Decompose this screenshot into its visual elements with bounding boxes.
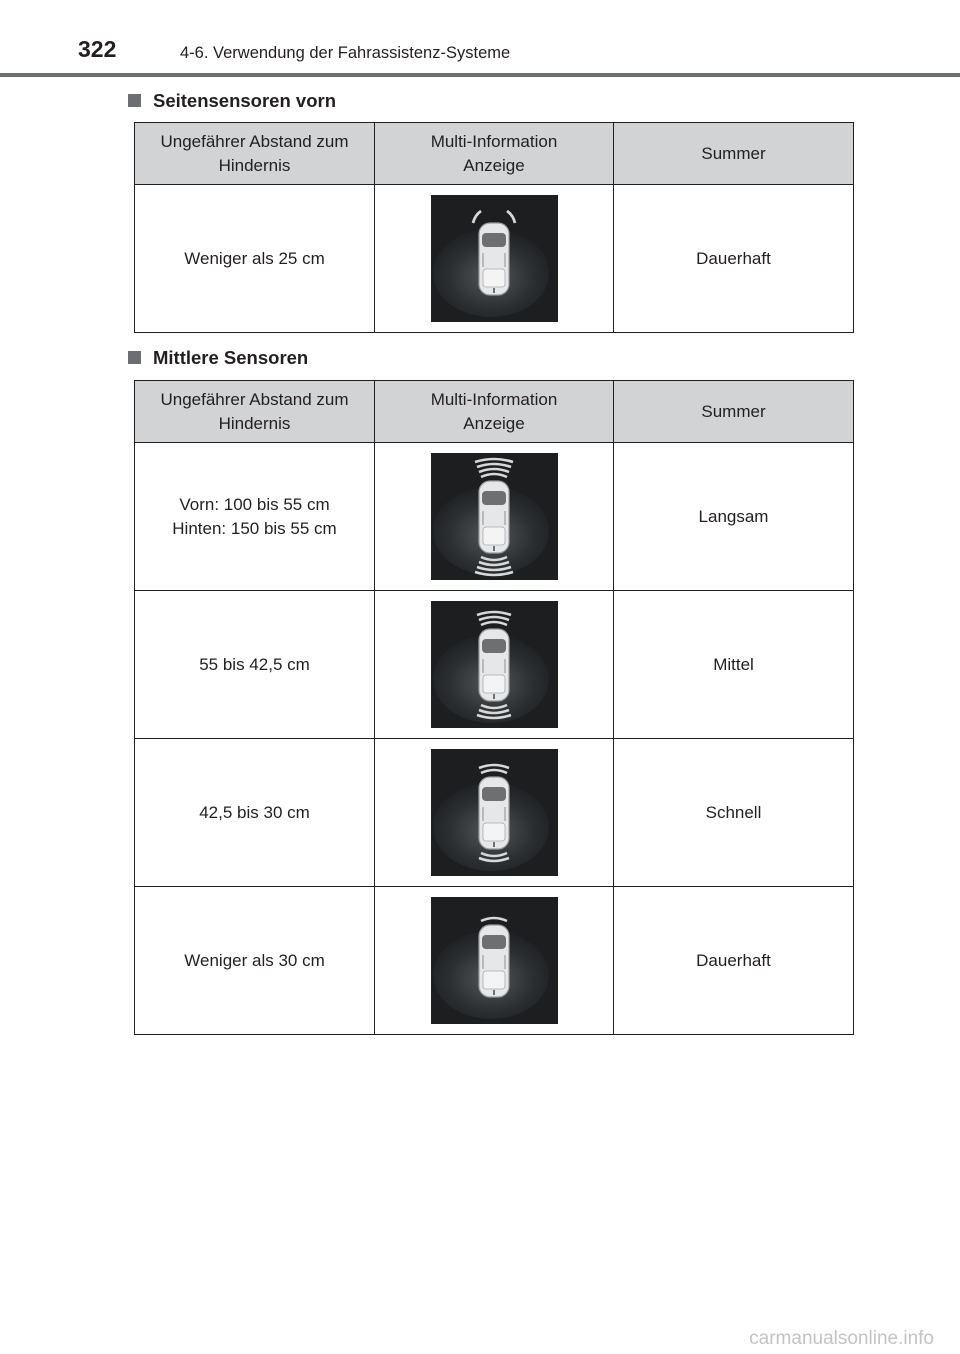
car-center-sensor-icon bbox=[431, 601, 558, 728]
car-icon bbox=[479, 777, 509, 849]
table-row bbox=[135, 185, 854, 333]
table-header-row bbox=[135, 123, 854, 185]
side-sensors-table bbox=[134, 122, 854, 333]
car-icon bbox=[479, 481, 509, 553]
column-header-distance: Ungefährer Abstand zum Hindernis bbox=[135, 123, 375, 185]
buzzer-cell: Langsam bbox=[614, 443, 854, 591]
buzzer-cell: Schnell bbox=[614, 739, 854, 887]
distance-cell: 55 bis 42,5 cm bbox=[135, 591, 375, 739]
table-row bbox=[135, 591, 854, 739]
section-heading-text: Mittlere Sensoren bbox=[153, 347, 309, 368]
page-header bbox=[0, 0, 960, 78]
car-center-sensor-icon bbox=[431, 897, 558, 1024]
car-center-sensor-icon bbox=[431, 749, 558, 876]
car-icon bbox=[479, 223, 509, 295]
car-center-sensor-icon bbox=[431, 453, 558, 580]
watermark: carmanualsonline.info bbox=[749, 1328, 934, 1349]
column-header-display: Multi-Information Anzeige bbox=[375, 123, 614, 185]
table-row bbox=[135, 887, 854, 1035]
section-bullet-icon bbox=[128, 351, 141, 364]
buzzer-cell: Dauerhaft bbox=[614, 185, 854, 333]
distance-cell: Weniger als 25 cm bbox=[135, 185, 375, 333]
display-cell bbox=[375, 887, 614, 1035]
column-header-display: Multi-Information Anzeige bbox=[375, 381, 614, 443]
page-number: 322 bbox=[78, 36, 117, 62]
buzzer-cell: Dauerhaft bbox=[614, 887, 854, 1035]
table-row bbox=[135, 443, 854, 591]
column-header-distance: Ungefährer Abstand zum Hindernis bbox=[135, 381, 375, 443]
buzzer-cell: Mittel bbox=[614, 591, 854, 739]
column-header-buzzer: Summer bbox=[614, 381, 854, 443]
table-header-row bbox=[135, 381, 854, 443]
display-cell bbox=[375, 185, 614, 333]
car-side-sensor-front-icon bbox=[431, 195, 558, 322]
table-row bbox=[135, 739, 854, 887]
car-icon bbox=[479, 925, 509, 997]
car-icon bbox=[479, 629, 509, 701]
display-cell bbox=[375, 739, 614, 887]
display-cell bbox=[375, 443, 614, 591]
center-sensors-table bbox=[134, 380, 854, 1035]
section-heading-center-sensors bbox=[128, 347, 308, 369]
section-heading-side-sensors bbox=[128, 90, 336, 112]
column-header-buzzer: Summer bbox=[614, 123, 854, 185]
distance-cell: Vorn: 100 bis 55 cm Hinten: 150 bis 55 cm bbox=[135, 443, 375, 591]
distance-cell: Weniger als 30 cm bbox=[135, 887, 375, 1035]
distance-cell: 42,5 bis 30 cm bbox=[135, 739, 375, 887]
display-cell bbox=[375, 591, 614, 739]
header-rule bbox=[0, 73, 960, 77]
section-bullet-icon bbox=[128, 94, 141, 107]
chapter-title: 4-6. Verwendung der Fahrassistenz-Systeme bbox=[180, 44, 511, 62]
section-heading-text: Seitensensoren vorn bbox=[153, 90, 337, 111]
